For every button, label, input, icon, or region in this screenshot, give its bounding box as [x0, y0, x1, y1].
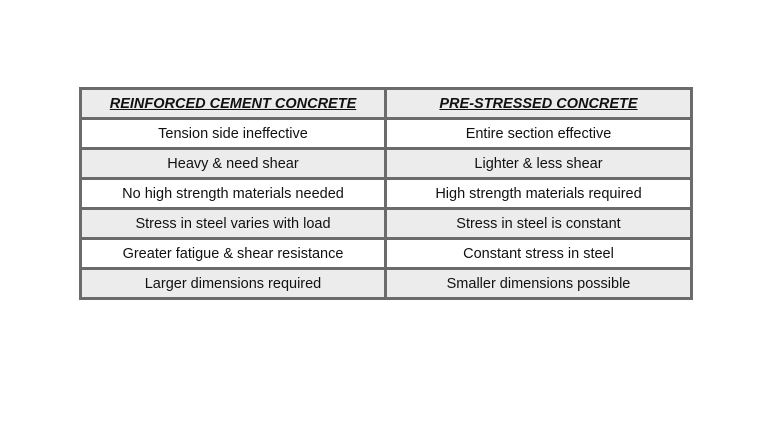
cell-rcc: No high strength materials needed — [81, 179, 386, 209]
cell-prestressed: Smaller dimensions possible — [386, 269, 692, 299]
table-row — [81, 119, 692, 149]
table-row — [81, 269, 692, 299]
header-row — [81, 89, 692, 119]
cell-prestressed: Lighter & less shear — [386, 149, 692, 179]
table-body — [81, 119, 692, 299]
cell-prestressed: Entire section effective — [386, 119, 692, 149]
cell-rcc: Greater fatigue & shear resistance — [81, 239, 386, 269]
comparison-table — [79, 87, 693, 300]
header-prestressed: PRE-STRESSED CONCRETE — [386, 89, 692, 119]
cell-rcc: Heavy & need shear — [81, 149, 386, 179]
table-row — [81, 239, 692, 269]
cell-rcc: Stress in steel varies with load — [81, 209, 386, 239]
cell-prestressed: Constant stress in steel — [386, 239, 692, 269]
table-row — [81, 149, 692, 179]
table-row — [81, 179, 692, 209]
cell-rcc: Larger dimensions required — [81, 269, 386, 299]
cell-prestressed: High strength materials required — [386, 179, 692, 209]
header-rcc: REINFORCED CEMENT CONCRETE — [81, 89, 386, 119]
cell-prestressed: Stress in steel is constant — [386, 209, 692, 239]
table-header — [81, 89, 692, 119]
table-row — [81, 209, 692, 239]
cell-rcc: Tension side ineffective — [81, 119, 386, 149]
